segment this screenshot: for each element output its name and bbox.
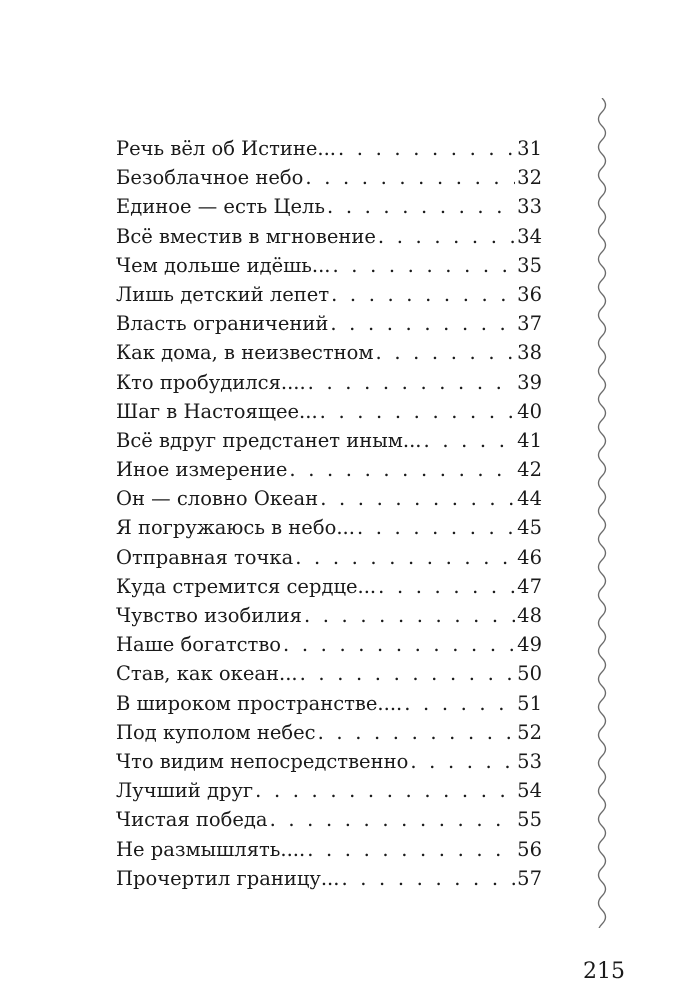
toc-entry-page: 34 (517, 224, 542, 248)
toc-entry-page: 31 (517, 137, 542, 160)
toc-dot-leader (332, 251, 515, 280)
toc-entry-page: 54 (517, 779, 542, 803)
toc-entry-title: В широком пространстве.... (116, 691, 403, 715)
toc-entry-title: Он — словно Океан (116, 487, 319, 511)
toc-entry (116, 747, 542, 776)
toc-entry (116, 251, 542, 280)
toc-entry-page: 36 (517, 282, 542, 306)
toc-entry-page: 44 (517, 487, 542, 511)
toc-dot-leader (308, 368, 516, 397)
toc-dot-leader (318, 718, 516, 747)
toc-entry-title: Единое — есть Цель (116, 195, 326, 219)
toc-entry (116, 601, 542, 630)
toc-dot-leader (404, 689, 515, 718)
toc-entry (116, 864, 542, 893)
toc-entry (116, 543, 542, 572)
toc-entry-title: Всё вдруг предстанет иным... (116, 428, 422, 452)
toc-dot-leader (289, 455, 515, 484)
page-number: 215 (583, 959, 625, 984)
toc-entry (116, 718, 542, 747)
toc-entry (116, 572, 542, 601)
toc-entry-title: Лучший друг (116, 779, 254, 803)
toc-entry-page: 55 (517, 808, 542, 832)
toc-entry (116, 426, 542, 455)
toc-dot-leader (341, 864, 515, 893)
toc-entry-page: 39 (517, 370, 542, 394)
toc-dot-leader (320, 484, 515, 513)
toc-entry-page: 38 (517, 341, 542, 365)
toc-entry-page: 41 (517, 428, 542, 452)
toc-entry (116, 134, 542, 163)
toc-entry-title: Как дома, в неизвестном (116, 341, 374, 365)
toc-entry-title: Наше богатство (116, 633, 282, 657)
toc-dot-leader (330, 309, 515, 338)
toc-entry (116, 309, 542, 338)
toc-entry-page: 47 (517, 574, 542, 598)
toc-entry-title: Чем дольше идёшь... (116, 253, 331, 277)
toc-entry-title: Всё вместив в мгновение (116, 224, 376, 248)
toc-entry-title: Не размышлять.... (116, 837, 306, 861)
toc-entry (116, 630, 542, 659)
toc-entry (116, 513, 542, 542)
toc-dot-leader (283, 630, 515, 659)
toc-entry-page: 50 (517, 662, 542, 686)
toc-dot-leader (410, 747, 515, 776)
wavy-line (599, 98, 606, 928)
toc-entry-title: Иное измерение (116, 458, 288, 482)
toc-entry-page: 42 (517, 458, 542, 482)
toc-dot-leader (378, 572, 515, 601)
toc-entry (116, 280, 542, 309)
toc-entry (116, 192, 542, 221)
toc-entry (116, 689, 542, 718)
toc-entry-page: 56 (517, 837, 542, 861)
toc-entry-title: Речь вёл об Истине... (116, 137, 336, 160)
toc-dot-leader (338, 134, 515, 163)
toc-entry-title: Чистая победа (116, 808, 268, 832)
toc-entry (116, 805, 542, 834)
toc-dot-leader (304, 601, 515, 630)
toc-dot-leader (255, 776, 515, 805)
toc-entry-page: 32 (517, 166, 542, 190)
toc-entry-title: Прочертил границу... (116, 866, 340, 890)
toc-entry-page: 35 (517, 253, 542, 277)
toc-dot-leader (305, 163, 515, 192)
toc-entry (116, 222, 542, 251)
toc-entry (116, 397, 542, 426)
toc-entry-page: 57 (517, 866, 542, 890)
toc-entry-title: Став, как океан... (116, 662, 298, 686)
toc-entry (116, 484, 542, 513)
toc-entry-title: Кто пробудился.... (116, 370, 306, 394)
toc-entry-page: 45 (517, 516, 542, 540)
toc-entry-title: Власть ограничений (116, 312, 329, 336)
toc-entry-title: Что видим непосредственно (116, 749, 409, 773)
toc-entry-page: 37 (517, 312, 542, 336)
table-of-contents (116, 134, 542, 893)
toc-entry-page: 49 (517, 633, 542, 657)
toc-entry-page: 52 (517, 720, 542, 744)
toc-entry-page: 48 (517, 604, 542, 627)
toc-entry-title: Шаг в Настоящее... (116, 399, 318, 423)
wavy-border-ornament (590, 98, 614, 928)
toc-dot-leader (376, 338, 516, 367)
toc-dot-leader (270, 805, 516, 834)
toc-dot-leader (295, 543, 515, 572)
toc-entry (116, 776, 542, 805)
toc-entry (116, 163, 542, 192)
toc-entry-page: 53 (517, 749, 542, 773)
toc-entry-page: 40 (517, 399, 542, 423)
toc-entry-title: Под куполом небес (116, 720, 316, 744)
toc-entry-title: Безоблачное небо (116, 166, 304, 190)
toc-dot-leader (300, 659, 516, 688)
toc-dot-leader (357, 513, 515, 542)
toc-entry (116, 835, 542, 864)
toc-entry-page: 51 (517, 691, 542, 715)
toc-dot-leader (327, 192, 515, 221)
toc-dot-leader (320, 397, 516, 426)
toc-entry (116, 455, 542, 484)
toc-entry-title: Чувство изобилия (116, 604, 302, 627)
toc-dot-leader (424, 426, 516, 455)
toc-dot-leader (378, 222, 515, 251)
toc-entry-page: 46 (517, 545, 542, 569)
toc-entry-title: Лишь детский лепет (116, 282, 330, 306)
toc-entry-title: Куда стремится сердце... (116, 574, 377, 598)
toc-dot-leader (307, 835, 515, 864)
toc-entry (116, 368, 542, 397)
toc-entry-page: 33 (517, 195, 542, 219)
toc-dot-leader (331, 280, 515, 309)
toc-entry (116, 659, 542, 688)
toc-entry-title: Я погружаюсь в небо... (116, 516, 355, 540)
toc-entry-title: Отправная точка (116, 545, 294, 569)
toc-entry (116, 338, 542, 367)
